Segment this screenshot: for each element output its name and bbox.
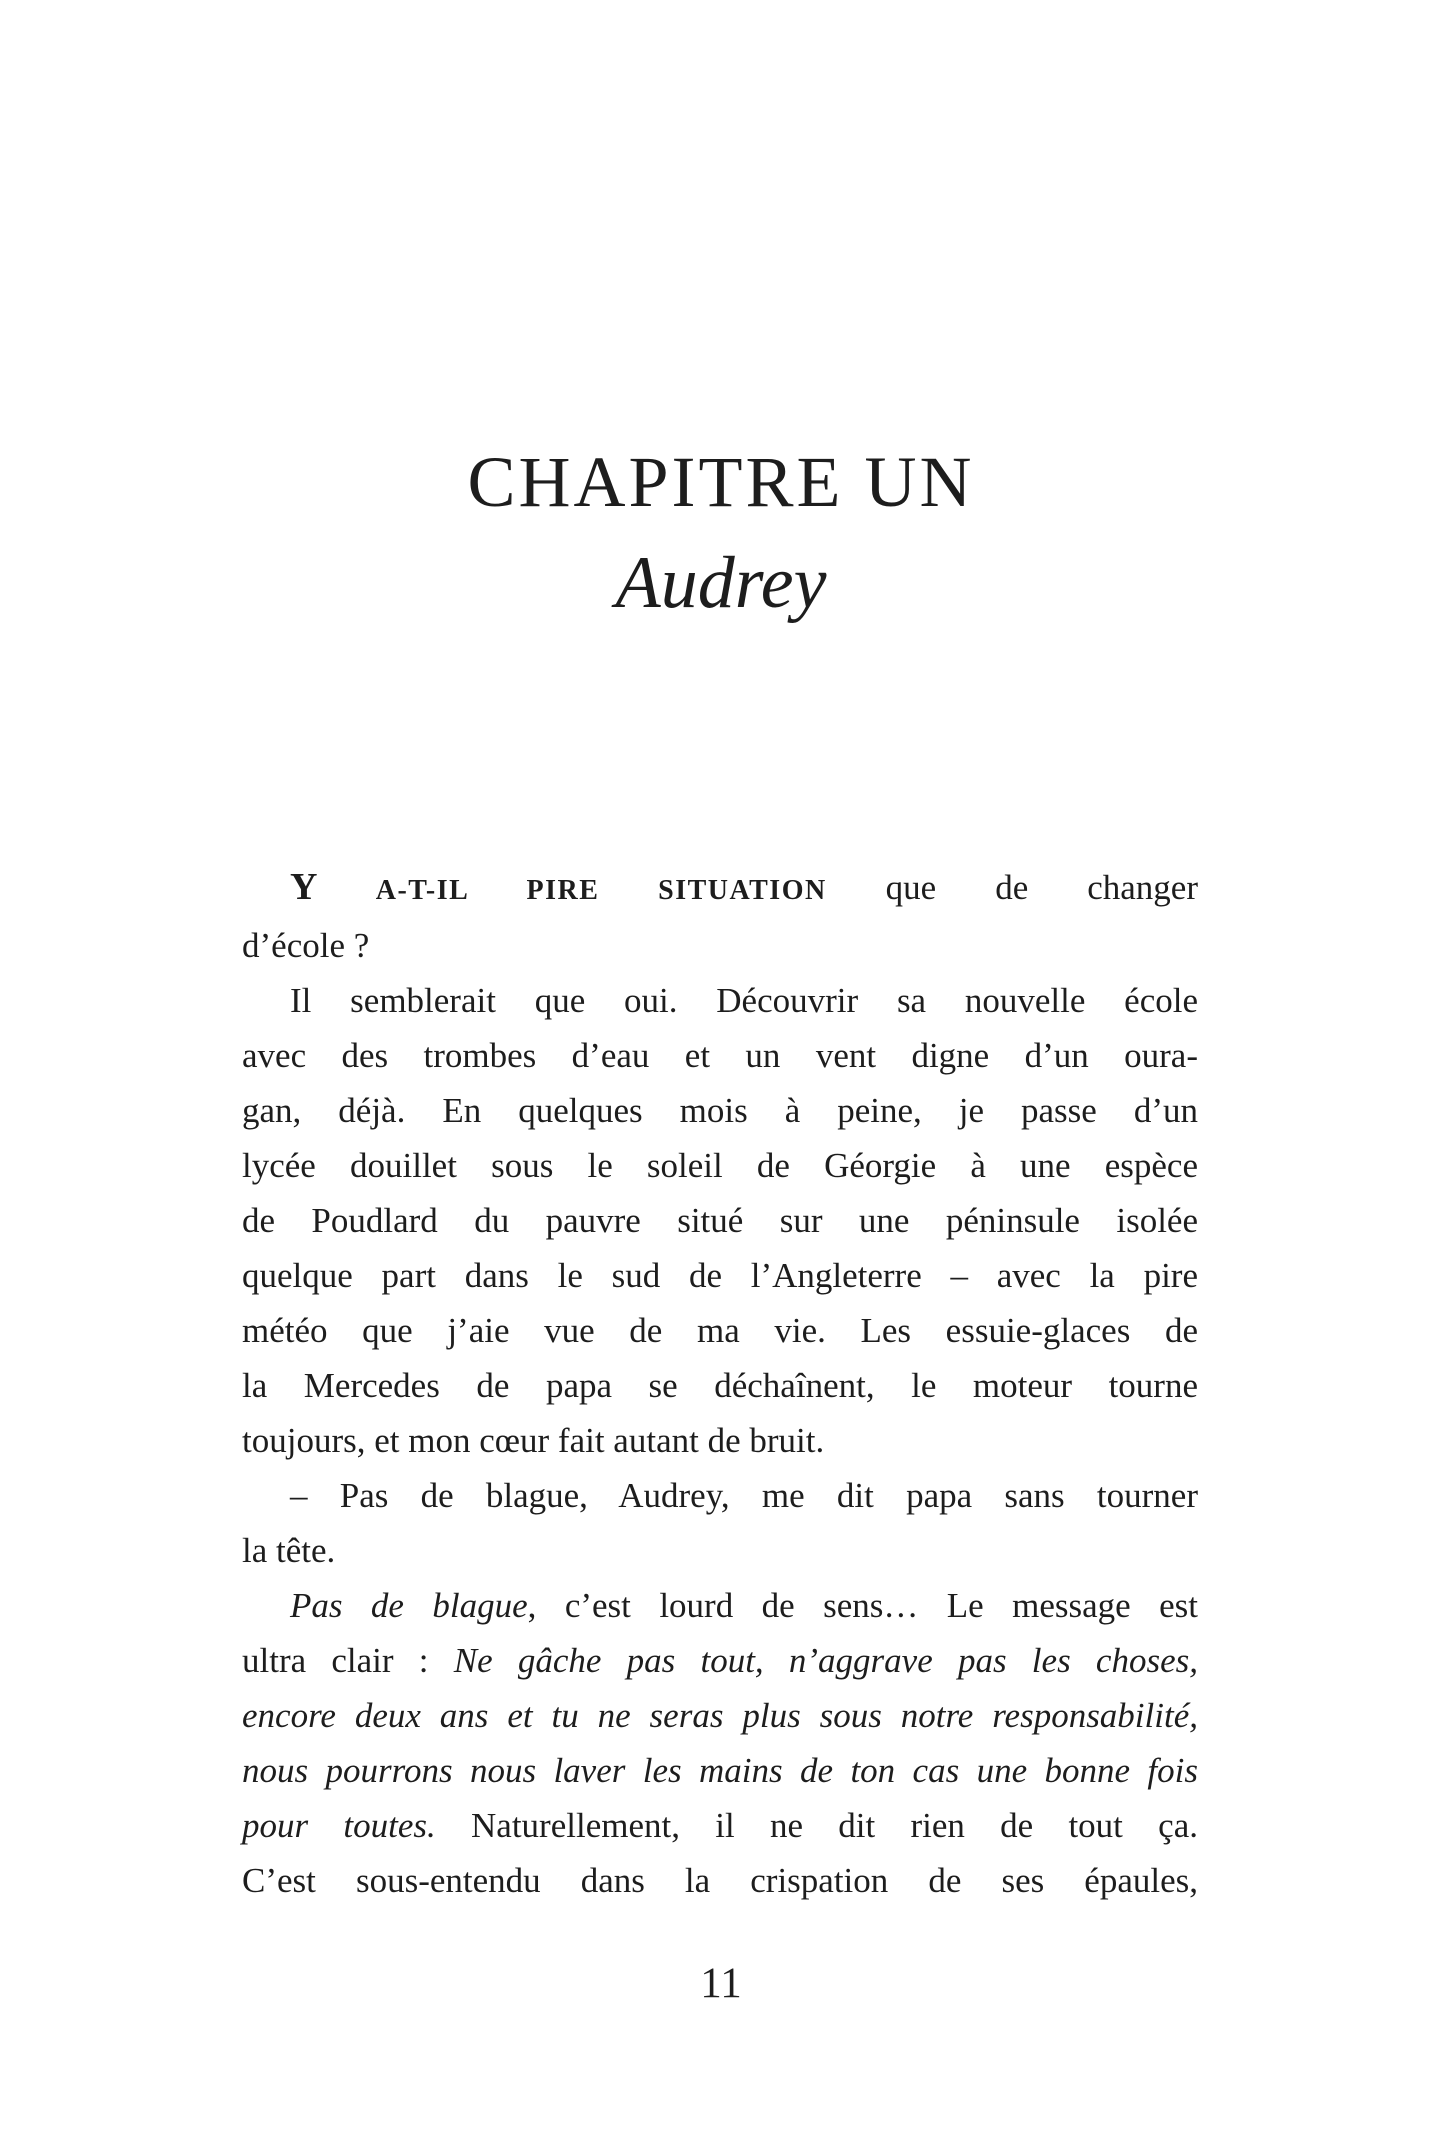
- text-segment: la Mercedes de papa se déchaînent, le moteur tourne: [242, 1366, 1198, 1405]
- text-line: [242, 860, 1198, 918]
- text-line: [242, 1248, 1198, 1303]
- text-line: [242, 1468, 1198, 1523]
- text-line: [242, 1798, 1198, 1853]
- chapter-subtitle: Audrey: [615, 542, 827, 624]
- italic-segment: pour toutes.: [242, 1806, 436, 1845]
- text-line: [242, 1633, 1198, 1688]
- text-line: [242, 918, 1198, 973]
- chapter-title: CHAPITRE UN: [467, 442, 975, 522]
- text-line: [242, 973, 1198, 1028]
- text-segment: , c’est lourd de sens… Le message est: [527, 1586, 1199, 1625]
- text-segment: de Poudlard du pauvre situé sur une péninsule isolée: [242, 1201, 1198, 1240]
- text-line: [242, 1523, 1198, 1578]
- text-line: [242, 1028, 1198, 1083]
- text-line: [242, 1743, 1198, 1798]
- italic-segment: Pas de blague: [290, 1586, 528, 1625]
- text-line: [242, 1688, 1198, 1743]
- body-text: [242, 860, 1198, 1908]
- text-segment: ultra clair :: [242, 1641, 454, 1680]
- text-segment: gan, déjà. En quelques mois à peine, je passe d’un: [242, 1091, 1198, 1130]
- text-segment: météo que j’aie vue de ma vie. Les essuie-glaces de: [242, 1311, 1198, 1350]
- text-segment: avec des trombes d’eau et un vent digne d’un oura-: [242, 1036, 1198, 1075]
- small-caps-opening: A-T-IL PIRE SITUATION: [375, 875, 827, 906]
- text-segment: la tête.: [242, 1531, 336, 1570]
- text-line: [242, 1578, 1198, 1633]
- text-line: [242, 1358, 1198, 1413]
- italic-segment: nous pourrons nous laver les mains de ton cas une bonne fois: [242, 1751, 1198, 1790]
- text-line: [242, 1193, 1198, 1248]
- text-line: [242, 1138, 1198, 1193]
- italic-segment: Ne gâche pas tout, n’aggrave pas les choses,: [453, 1641, 1198, 1680]
- text-segment: lycée douillet sous le soleil de Géorgie à une espèce: [242, 1146, 1198, 1185]
- page-number: 11: [700, 1960, 742, 2007]
- text-segment: Naturellement, il ne dit rien de tout ça.: [435, 1806, 1198, 1845]
- text-line: [242, 1303, 1198, 1358]
- italic-segment: encore deux ans et tu ne seras plus sous notre responsabilité,: [242, 1696, 1198, 1735]
- opening-capital: Y: [290, 866, 376, 908]
- text-segment: Il semblerait que oui. Découvrir sa nouvelle école: [290, 981, 1198, 1020]
- text-segment: quelque part dans le sud de l’Angleterre – avec la pire: [242, 1256, 1198, 1295]
- text-segment: C’est sous-entendu dans la crispation de ses épaules,: [242, 1861, 1198, 1900]
- text-segment: toujours, et mon cœur fait autant de bruit.: [242, 1421, 825, 1460]
- text-line: [242, 1083, 1198, 1138]
- text-segment: que de changer: [826, 868, 1198, 907]
- text-line: [242, 1853, 1198, 1908]
- text-segment: d’école ?: [242, 926, 370, 965]
- text-segment: – Pas de blague, Audrey, me dit papa sans tourner: [290, 1476, 1198, 1515]
- text-line: [242, 1413, 1198, 1468]
